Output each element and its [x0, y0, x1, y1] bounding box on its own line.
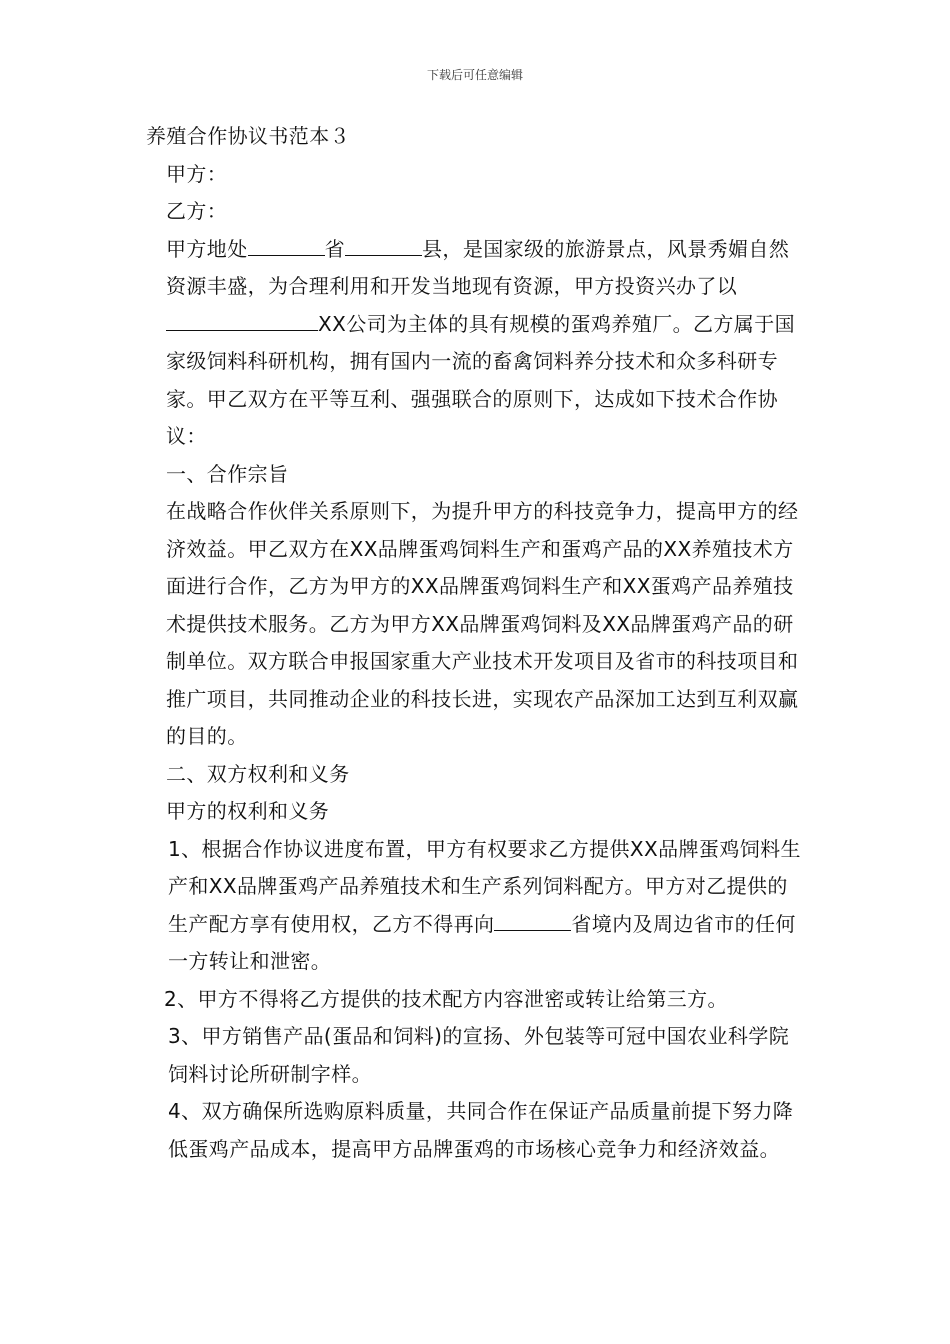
section-2-subtitle: 甲方的权利和义务 [166, 799, 330, 823]
party-a-label: 甲方： [166, 161, 228, 186]
clause-1 [146, 831, 806, 981]
section-1-title: 一、合作宗旨 [166, 461, 289, 486]
party-b-label: 乙方： [166, 199, 228, 223]
intro-paragraph [146, 231, 806, 456]
county-blank[interactable] [345, 254, 422, 256]
section-2-title: 二、双方权利和义务 [166, 761, 350, 786]
intro-text-4: XX公司为主体的具有规模的蛋鸡养殖厂。乙方属于国家级饲料科研机构，拥有国内一流的畜禽饲料养分技术和众多科研专家。甲乙双方在平等互利、强强联合的原则下，达成如下技术合作协议： [166, 311, 796, 448]
clause-4: 4、双方确保所选购原料质量，共同合作在保证产品质量前提下努力降低蛋鸡产品成本，提高甲方品牌蛋鸡的市场核心竞争力和经济效益。 [168, 1099, 794, 1161]
intro-text-1: 甲方地处 [166, 236, 248, 261]
page-header-note: 下载后可任意编辑 [426, 68, 523, 82]
intro-text-2: 省 [324, 236, 346, 261]
section-1-body: 在战略合作伙伴关系原则下，为提升甲方的科技竞争力，提高甲方的经济效益。甲乙双方在XX品牌蛋鸡饲料生产和蛋鸡产品的XX养殖技术方面进行合作，乙方为甲方的XX品牌蛋鸡饲料生产和XX蛋鸡产品养殖技术提供技术服务。乙方为甲方XX品牌蛋鸡饲料及XX品牌蛋鸡产品的研制单位。双方联合申报国家重大产业技术开发项目及省市的科技项目和推广项目，共同推动企业的科技长进，实现农产品深加工达到互利双赢的目的。 [166, 499, 799, 748]
province-blank[interactable] [248, 254, 325, 256]
company-blank[interactable] [166, 329, 318, 331]
clause-2: 2、甲方不得将乙方提供的技术配方内容泄密或转让给第三方。 [164, 986, 728, 1011]
clause-1-text-1: 1、根据合作协议进度布置，甲方有权要求乙方提供XX品牌蛋鸡饲料生产和XX品牌蛋鸡产品养殖技术和生产系列饲料配方。甲方对乙提供的生产配方享有使用权，乙方不得再向 [168, 836, 801, 936]
clause-1-text-2: 省境内及周边省市的任何一方转让和泄密。 [168, 911, 796, 973]
clause-1-province-blank[interactable] [494, 929, 571, 931]
clause-3: 3、甲方销售产品(蛋品和饲料)的宣扬、外包装等可冠中国农业科学院饲料讨论所研制字样。 [168, 1024, 790, 1086]
document-title: 养殖合作协议书范本３ [146, 124, 350, 148]
intro-text-3: 县，是国家级的旅游景点，风景秀媚自然资源丰盛，为合理利用和开发当地现有资源，甲方投资兴办了以 [166, 236, 790, 298]
document-body [146, 118, 806, 1168]
